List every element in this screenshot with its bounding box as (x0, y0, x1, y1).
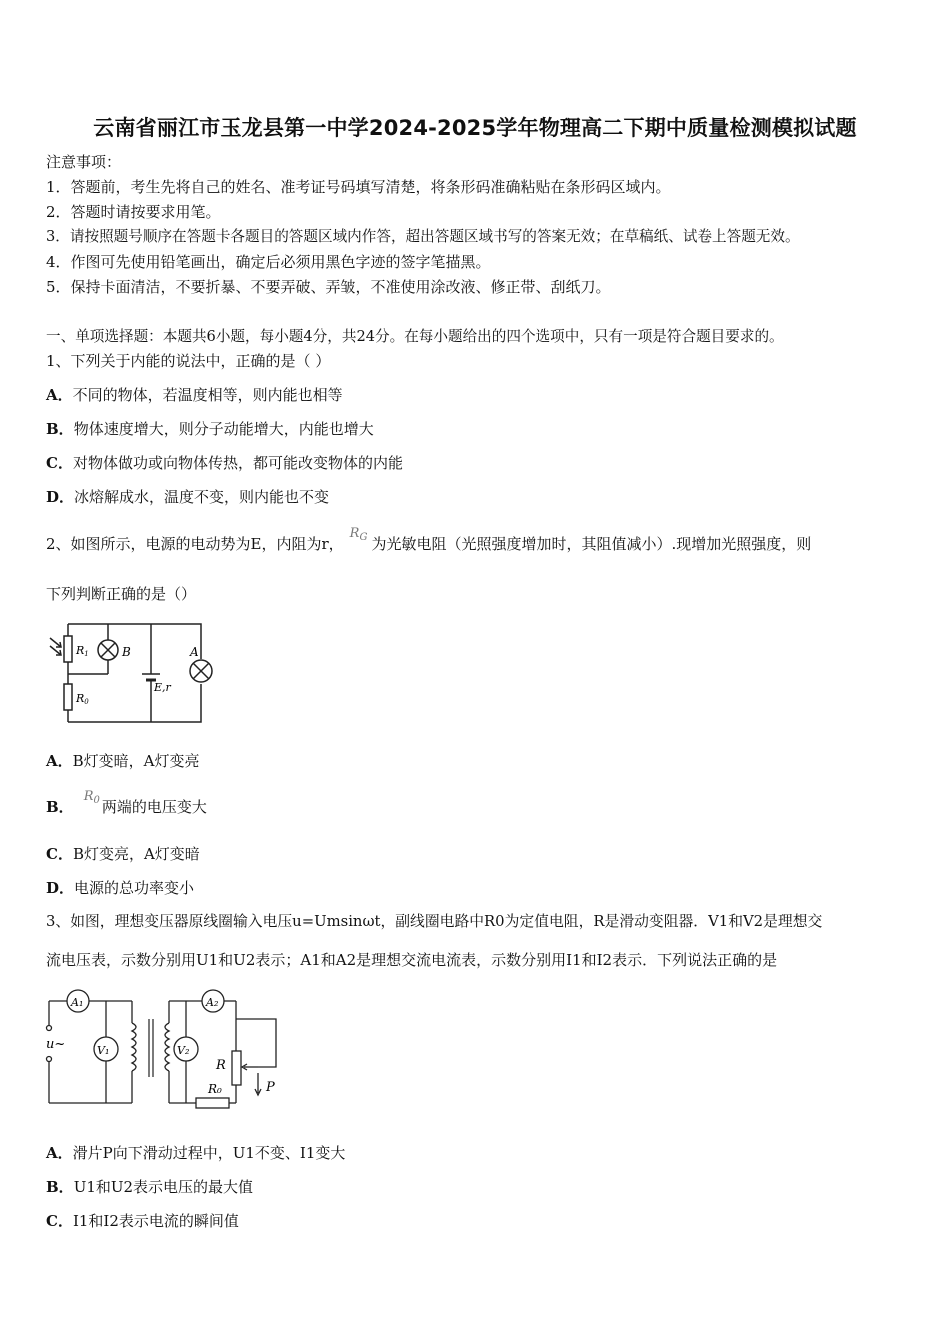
label-r1: R1 (76, 644, 89, 658)
option-label: A． (46, 1144, 73, 1162)
q2-option-c[interactable] (46, 844, 200, 864)
question-2-stem-cont: 下列判断正确的是（） (46, 585, 197, 603)
option-label: C． (46, 845, 73, 863)
label-a: A (190, 645, 199, 659)
question-2-stem (46, 526, 812, 556)
label-p: P (266, 1080, 275, 1095)
option-text: 对物体做功或向物体传热，都可能改变物体的内能 (72, 454, 403, 472)
q3-option-b[interactable] (46, 1177, 253, 1197)
q3-option-a[interactable] (46, 1143, 345, 1163)
option-text: U1和U2表示电压的最大值 (73, 1178, 254, 1196)
label-r0: R₀ (208, 1082, 222, 1096)
option-label: B． (46, 798, 74, 816)
option-text: 滑片P向下滑动过程中，U1不变、I1变大 (72, 1144, 346, 1162)
option-label: C． (46, 1212, 73, 1230)
r0-symbol: $R_0$ (83, 789, 100, 806)
option-text: I1和I2表示电流的瞬间值 (72, 1212, 239, 1230)
q2-option-d[interactable] (46, 878, 194, 898)
option-label: C． (46, 454, 73, 472)
q1-option-d[interactable] (46, 487, 329, 507)
label-v1: V₁ (97, 1044, 110, 1057)
option-text: 物体速度增大，则分子动能增大，内能也增大 (73, 420, 374, 438)
section-heading: 一、单项选择题：本题共6小题，每小题4分，共24分。在每小题给出的四个选项中，只有一项是符合题目要求的。 (46, 328, 784, 345)
page-title: 云南省丽江市玉龙县第一中学2024-2025学年物理高二下期中质量检测模拟试题 (93, 116, 857, 140)
circuit-figure-q2 (46, 614, 216, 729)
option-label: A． (46, 752, 73, 770)
q1-option-b[interactable] (46, 419, 374, 439)
question-1-stem: 1、下列关于内能的说法中，正确的是（ ） (46, 352, 331, 370)
option-text: 两端的电压变大 (101, 798, 207, 816)
label-source: E,r (154, 681, 171, 694)
notice-heading: 注意事项： (46, 153, 122, 171)
label-a1: A₁ (71, 996, 84, 1009)
q1-option-c[interactable] (46, 453, 403, 473)
rg-symbol: $R_G$ (349, 526, 368, 543)
stem-part: 2、如图所示，电源的电动势为E，内阻为r， (46, 535, 344, 553)
option-label: B． (46, 420, 74, 438)
option-text: 电源的总功率变小 (74, 879, 195, 897)
label-r0: R0 (76, 692, 89, 706)
question-3-stem: 3、如图，理想变压器原线圈输入电压u=Umsinωt，副线圈电路中R0为定值电阻，R是滑动变阻器．V1和V2是理想交 (46, 913, 823, 930)
q3-option-c[interactable] (46, 1211, 239, 1231)
q2-option-a[interactable] (46, 751, 200, 771)
label-a2: A₂ (206, 996, 219, 1009)
option-text: B灯变暗，A灯变亮 (72, 752, 200, 770)
label-u: u~ (46, 1037, 66, 1052)
option-label: A． (46, 386, 73, 404)
q2-option-b[interactable] (46, 789, 207, 819)
label-r: R (216, 1058, 226, 1073)
option-label: B． (46, 1178, 74, 1196)
transformer-figure-q3 (44, 985, 294, 1110)
notice-item: 2．答题时请按要求用笔。 (46, 203, 221, 221)
option-text: 不同的物体，若温度相等，则内能也相等 (72, 386, 343, 404)
question-3-stem-cont: 流电压表，示数分别用U1和U2表示；A1和A2是理想交流电流表，示数分别用I1和I2表示．下列说法正确的是 (46, 951, 778, 969)
q1-option-a[interactable] (46, 385, 343, 405)
notice-item: 5．保持卡面清洁，不要折暴、不要弄破、弄皱，不准使用涂改液、修正带、刮纸刀。 (46, 278, 611, 296)
option-label: D． (46, 879, 75, 897)
option-text: B灯变亮，A灯变暗 (72, 845, 200, 863)
stem-part: 为光敏电阻（光照强度增加时，其阻值减小）.现增加光照强度，则 (371, 535, 812, 553)
notice-item: 4．作图可先使用铅笔画出，确定后必须用黑色字迹的签字笔描黑。 (46, 253, 491, 271)
notice-item: 3．请按照题号顺序在答题卡各题目的答题区域内作答，超出答题区域书写的答案无效；在草稿纸、试卷上答题无效。 (46, 228, 800, 245)
label-b: B (122, 645, 131, 659)
notice-item: 1．答题前，考生先将自己的姓名、准考证号码填写清楚，将条形码准确粘贴在条形码区域内。 (46, 178, 671, 196)
option-text: 冰熔解成水，温度不变，则内能也不变 (74, 488, 330, 506)
option-label: D． (46, 488, 75, 506)
label-v2: V₂ (177, 1044, 190, 1057)
